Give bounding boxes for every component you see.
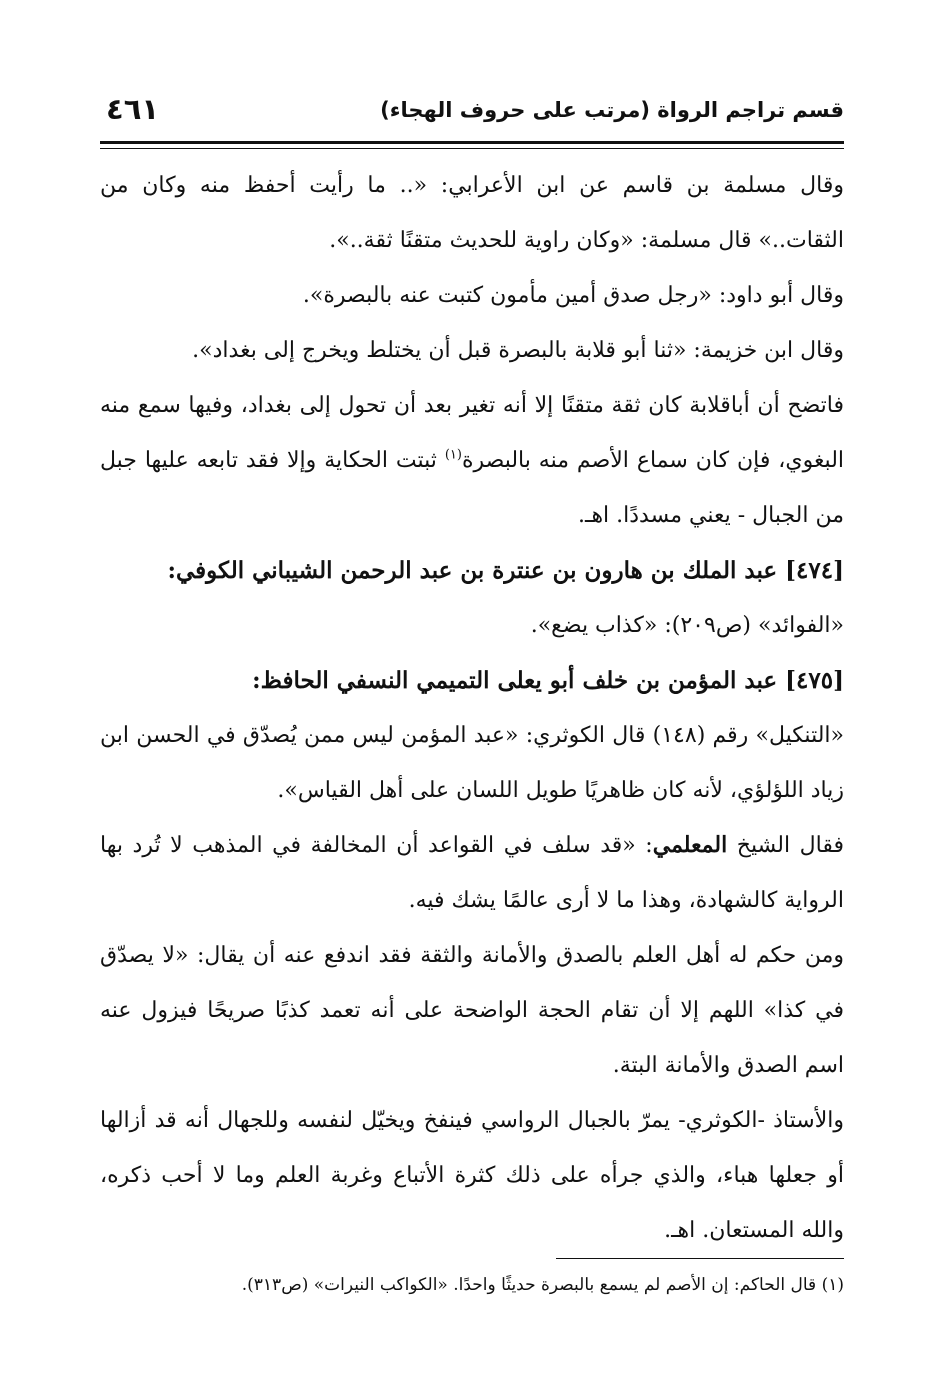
running-head: قسم تراجم الرواة (مرتب على حروف الهجاء) xyxy=(380,98,844,122)
header-rule-thick xyxy=(100,141,844,144)
paragraph-muallimi-end: : «قد سلف في القواعد أن المخالفة في المذهب لا تُرد بها الرواية كالشهادة، وهذا ما لا أرى عالمًا يشك فيه. xyxy=(100,833,844,913)
page-number: ٤٦١ xyxy=(106,92,160,126)
paragraph-maslama: وقال مسلمة بن قاسم عن ابن الأعرابي: «.. ما رأيت أحفظ منه وكان من الثقات..» قال مسلمة: «وكان راوية للحديث متقنًا ثقة..». xyxy=(100,173,844,253)
footnote: (١) قال الحاكم: إن الأصم لم يسمع بالبصرة حديثًا واحدًا. «الكواكب النيرات» (ص٣١٣). xyxy=(241,1275,844,1295)
paragraph-tankil: «التنكيل» رقم (١٤٨) قال الكوثري: «عبد المؤمن ليس ممن يُصدّق في الحسن ابن زياد اللؤلؤي، لأنه كان ظاهريًا طويل اللسان على أهل القياس». xyxy=(100,723,844,803)
paragraph-kawthari: والأستاذ -الكوثري- يمرّ بالجبال الرواسي فينفخ ويخيّل لنفسه وللجهال أنه قد أزالها أو جعلها هباء، والذي جرأه على ذلك كثرة الأتباع وغربة العلم وما لا أحب ذكره، والله المستعان. اهـ. xyxy=(100,1108,844,1243)
entry-heading-474: [٤٧٤] عبد الملك بن هارون بن عنترة بن عبد الرحمن الشيباني الكوفي: xyxy=(167,557,844,584)
paragraph-conclusion-end: ثبتت الحكاية وإلا فقد تابعه عليها جبل من الجبال - يعني مسددًا. اهـ. xyxy=(100,448,844,528)
footnote-reference: (١) xyxy=(444,447,462,463)
footnote-rule xyxy=(556,1258,844,1259)
entry-heading-475: [٤٧٥] عبد المؤمن بن خلف أبو يعلى التميمي النسفي الحافظ: xyxy=(252,667,844,694)
paragraph-muallimi-start: فقال الشيخ xyxy=(727,833,844,858)
paragraph-conclusion xyxy=(100,378,844,543)
paragraph-muallimi xyxy=(100,818,844,928)
paragraph-abu-dawud: وقال أبو داود: «رجل صدق أمين مأمون كتبت عنه بالبصرة». xyxy=(302,283,844,308)
paragraph-fawaid: «الفوائد» (ص٢٠٩): «كذاب يضع». xyxy=(530,613,844,638)
paragraph-conclusion-start: فاتضح أن أباقلابة كان ثقة متقنًا إلا أنه تغير بعد أن تحول إلى بغداد، وفيها سمع منه البغوي، فإن كان سماع الأصم منه بالبصرة xyxy=(100,393,845,473)
paragraph-trust: ومن حكم له أهل العلم بالصدق والأمانة والثقة فقد اندفع عنه أن يقال: «لا يصدّق في كذا» اللهم إلا أن تقام الحجة الواضحة على أنه تعمد كذبًا صريحًا فيزول عنه اسم الصدق والأمانة البتة. xyxy=(100,943,845,1078)
paragraph-ibn-khuzayma: وقال ابن خزيمة: «ثنا أبو قلابة بالبصرة قبل أن يختلط ويخرج إلى بغداد». xyxy=(192,338,844,363)
scholar-name: المعلمي xyxy=(652,832,728,858)
main-text xyxy=(100,158,844,1258)
page-header xyxy=(100,92,844,132)
header-rule-thin xyxy=(100,148,844,149)
